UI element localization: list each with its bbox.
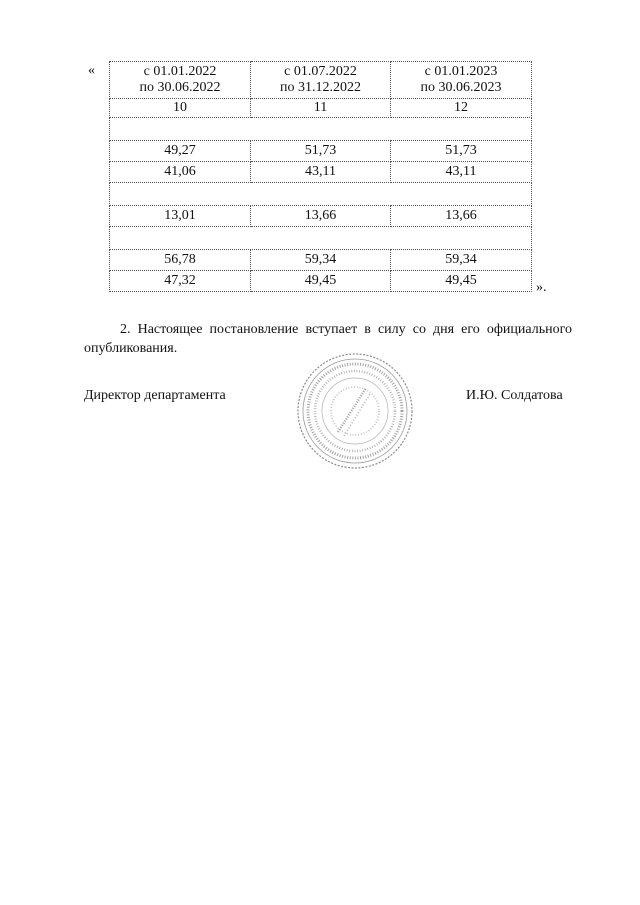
period-header-line: с 01.01.2023: [424, 64, 498, 79]
opening-quote: «: [88, 63, 95, 78]
effective-date-paragraph: 2. Настоящее постановление вступает в силу со дня его официального опубликования.: [84, 322, 572, 356]
tariff-value-cell: 13,01: [110, 206, 251, 227]
period-header-cell: [391, 62, 532, 99]
tariff-value-cell: 43,11: [251, 162, 391, 183]
tariff-table: [109, 61, 532, 292]
tariff-value-row: [110, 250, 532, 271]
tariff-value-cell: 56,78: [110, 250, 251, 271]
section-separator-cell: [110, 118, 532, 141]
tariff-value-cell: 51,73: [391, 141, 532, 162]
tariff-value-cell: 13,66: [251, 206, 391, 227]
section-separator-cell: [110, 183, 532, 206]
period-header-line: с 01.01.2022: [143, 64, 217, 79]
period-header-line: с 01.07.2022: [284, 64, 357, 79]
tariff-value-row: [110, 206, 532, 227]
tariff-value-cell: 49,45: [391, 271, 532, 292]
tariff-value-cell: 41,06: [110, 162, 251, 183]
column-number-row: [110, 99, 532, 118]
tariff-value-cell: 47,32: [110, 271, 251, 292]
section-separator-row: [110, 118, 532, 141]
section-separator-cell: [110, 227, 532, 250]
tariff-value-row: [110, 162, 532, 183]
tariff-value-row: [110, 271, 532, 292]
tariff-value-cell: 43,11: [391, 162, 532, 183]
tariff-value-cell: 49,45: [251, 271, 391, 292]
period-header-line: по 30.06.2022: [139, 80, 221, 95]
tariff-value-cell: 51,73: [251, 141, 391, 162]
signatory-role: Директор департамента: [84, 388, 226, 403]
tariff-value-cell: 59,34: [251, 250, 391, 271]
period-header-line: по 30.06.2023: [420, 80, 502, 95]
tariff-value-row: [110, 141, 532, 162]
column-number-cell: 11: [251, 99, 391, 118]
tariff-value-cell: 49,27: [110, 141, 251, 162]
section-separator-row: [110, 227, 532, 250]
period-header-row: [110, 62, 532, 99]
section-separator-row: [110, 183, 532, 206]
signatory-name: И.Ю. Солдатова: [466, 388, 563, 403]
tariff-value-cell: 13,66: [391, 206, 532, 227]
period-header-cell: [110, 62, 251, 99]
column-number-cell: 10: [110, 99, 251, 118]
period-header-line: по 31.12.2022: [280, 80, 361, 95]
official-seal-stamp: [296, 352, 414, 470]
closing-quote: ».: [536, 280, 547, 295]
period-header-cell: [251, 62, 391, 99]
tariff-value-cell: 59,34: [391, 250, 532, 271]
column-number-cell: 12: [391, 99, 532, 118]
